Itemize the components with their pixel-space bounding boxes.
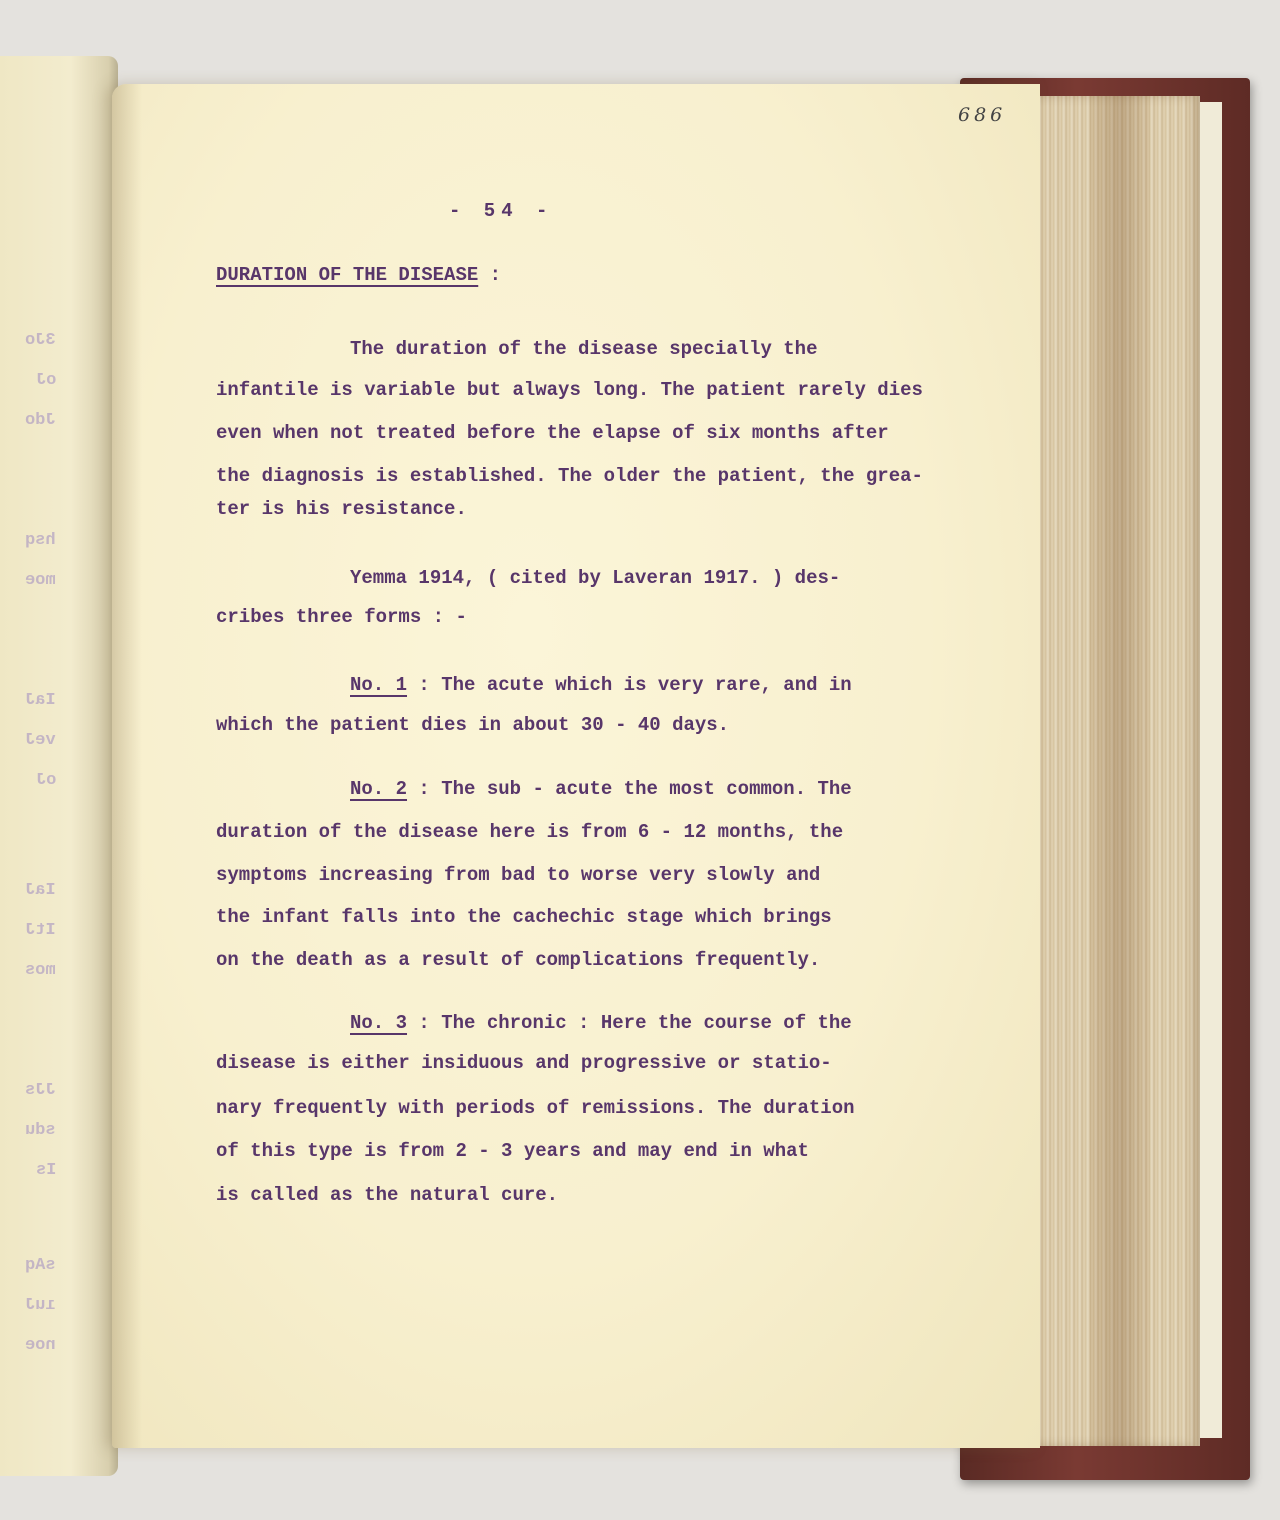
section-heading-colon: : [489, 264, 502, 286]
form-2-line-4: the infant falls into the cachechic stage which brings [216, 906, 832, 928]
form-3-line-3: nary frequently with periods of remissions. The duration [216, 1097, 855, 1119]
form-2-label: No. 2 [350, 778, 408, 800]
section-heading-text: DURATION OF THE DISEASE [216, 264, 479, 286]
form-2-line-2: duration of the disease here is from 6 - 12 months, the [216, 821, 844, 843]
document-page [112, 84, 1040, 1448]
paragraph-2-line-1: Yemma 1914, ( cited by Laveran 1917. ) des- [350, 567, 841, 589]
folio-number: 686 [958, 104, 1007, 126]
form-2-line-3: symptoms increasing from bad to worse very slowly and [216, 864, 821, 886]
form-3-line-1 [350, 1012, 852, 1034]
form-3-line-5: is called as the natural cure. [216, 1184, 559, 1206]
page-block-edges [1030, 96, 1200, 1446]
section-heading [216, 264, 501, 286]
previous-page-bleed-marks: 3Jo oJ Jdo hsq moe IaJ veJ oJ IaJ ItJ mos JJs sdu Is sAq ıuJ noe [25, 331, 56, 1355]
paragraph-1-line-4: the diagnosis is established. The older the patient, the grea- [216, 465, 923, 487]
form-3-label: No. 3 [350, 1012, 408, 1034]
form-1-label: No. 1 [350, 674, 408, 696]
previous-page-edge [0, 56, 118, 1476]
paragraph-1-line-1: The duration of the disease specially the [350, 338, 818, 360]
paragraph-1-line-2: infantile is variable but always long. The patient rarely dies [216, 379, 923, 401]
form-2-colon: : [418, 778, 430, 800]
form-1-colon: : [418, 674, 430, 696]
form-3-line-4: of this type is from 2 - 3 years and may end in what [216, 1140, 809, 1162]
form-1-line-2: which the patient dies in about 30 - 40 days. [216, 714, 730, 736]
form-2-line-5: on the death as a result of complications frequently. [216, 949, 821, 971]
form-3-colon: : [418, 1012, 430, 1034]
paragraph-1-line-3: even when not treated before the elapse of six months after [216, 422, 889, 444]
form-1-text: The acute which is very rare, and in [441, 674, 852, 696]
spine-shadow [112, 84, 142, 1448]
paragraph-2-line-2: cribes three forms : - [216, 606, 467, 628]
form-3-line-2: disease is either insiduous and progressive or statio- [216, 1052, 832, 1074]
form-1-line-1 [350, 674, 852, 696]
form-2-line-1 [350, 778, 852, 800]
form-2-text: The sub - acute the most common. The [441, 778, 852, 800]
paragraph-1-line-5: ter is his resistance. [216, 498, 467, 520]
page-number: - 54 - [449, 200, 554, 222]
form-3-text: The chronic : Here the course of the [441, 1012, 852, 1034]
